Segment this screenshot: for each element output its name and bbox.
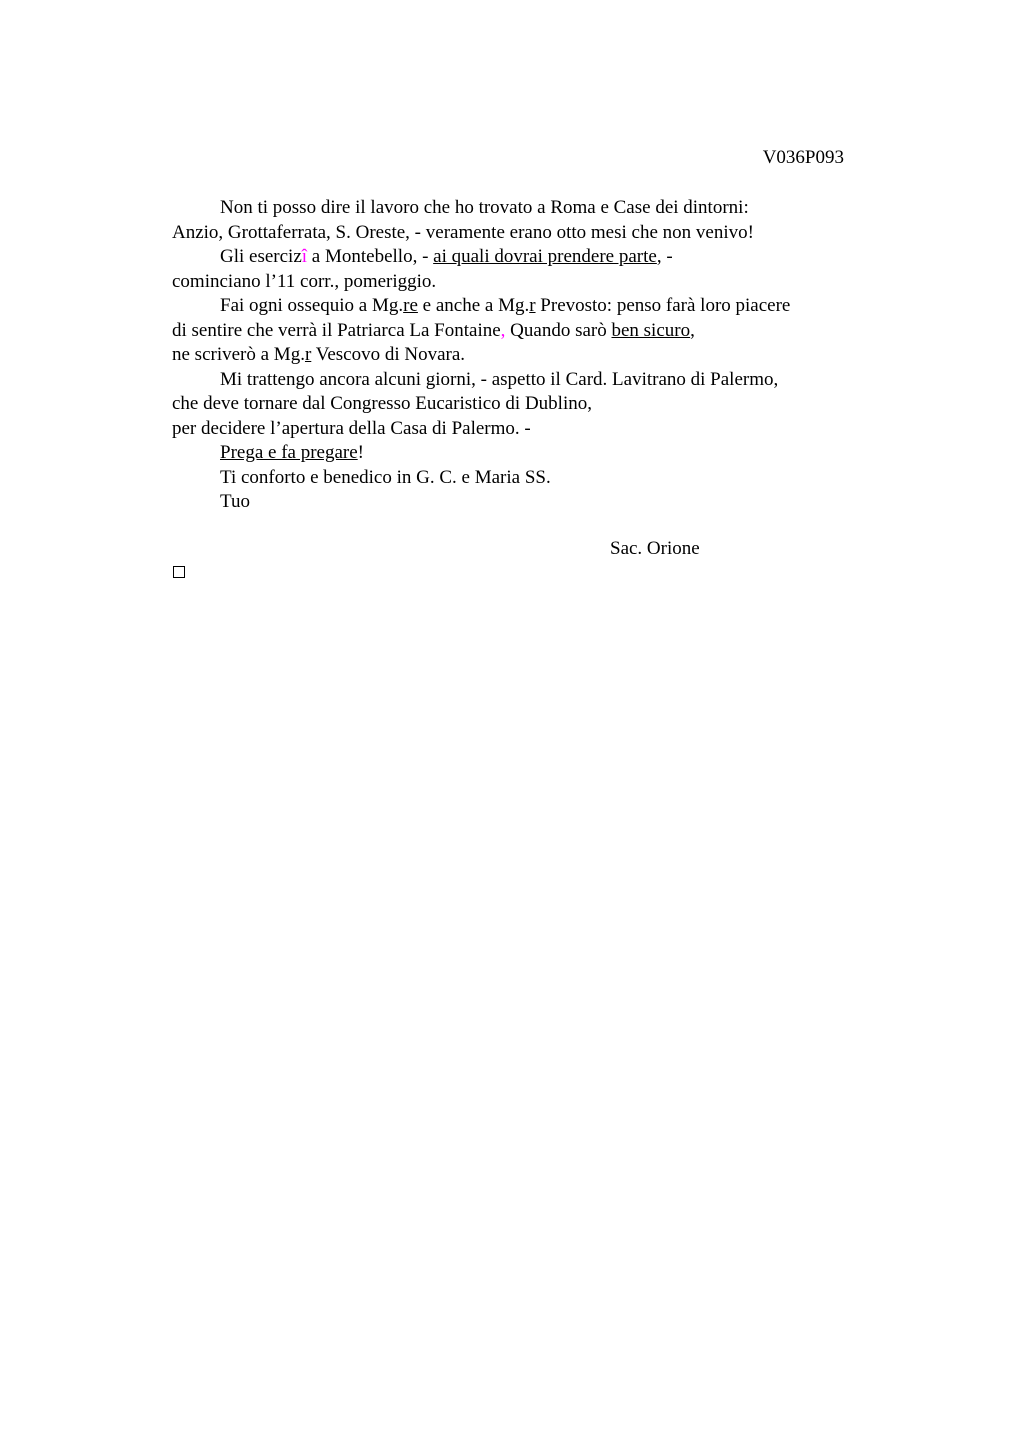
text-span: Mi trattengo ancora alcuni giorni, - aspetto il Card. Lavitrano di Palermo, bbox=[220, 368, 779, 390]
text-span: Ti conforto e benedico in G. C. e Maria SS. bbox=[220, 466, 551, 488]
text-span: Anzio, Grottaferrata, S. Oreste, - veramente erano otto mesi che non venivo! bbox=[172, 221, 754, 243]
closing-line bbox=[172, 490, 862, 515]
highlighted-char: î bbox=[301, 246, 308, 267]
letter-body bbox=[172, 196, 862, 515]
underlined-text: ben sicuro bbox=[611, 319, 691, 341]
text-span: Quando sarò bbox=[505, 319, 612, 341]
text-span: e anche a Mg. bbox=[417, 295, 530, 316]
text-span: per decidere l’apertura della Casa di Palermo. - bbox=[172, 417, 531, 439]
signature: Sac. Orione bbox=[610, 538, 700, 559]
text-span: che deve tornare dal Congresso Eucaristico di Dublino, bbox=[172, 393, 592, 414]
text-span: Tuo bbox=[220, 491, 250, 512]
text-span: , - bbox=[656, 246, 673, 267]
underlined-text: ai quali dovrai prendere parte bbox=[433, 246, 657, 267]
text-span: ! bbox=[357, 442, 364, 463]
text-line bbox=[172, 196, 862, 221]
text-span: Non ti posso dire il lavoro che ho trovato a Roma e Case dei dintorni: bbox=[220, 197, 749, 218]
text-span: di sentire che verrà il Patriarca La Fontaine bbox=[172, 319, 501, 341]
underlined-text: Prega e fa pregare bbox=[220, 442, 358, 463]
underlined-text: r bbox=[304, 344, 312, 365]
text-line bbox=[172, 368, 862, 393]
text-line bbox=[172, 294, 862, 319]
text-span: Fai ogni ossequio a Mg. bbox=[220, 295, 404, 316]
underlined-text: re bbox=[403, 295, 418, 316]
text-line bbox=[172, 392, 862, 417]
text-span: cominciano l’11 corr., pomeriggio. bbox=[172, 270, 437, 292]
text-span: a Montebello, - bbox=[307, 246, 434, 267]
text-span: ne scriverò a Mg. bbox=[172, 344, 305, 365]
text-line bbox=[172, 319, 862, 344]
highlighted-char: , bbox=[500, 319, 506, 341]
text-span: Vescovo di Novara. bbox=[311, 344, 466, 365]
text-line bbox=[172, 466, 862, 491]
text-line bbox=[172, 270, 862, 295]
text-line bbox=[172, 441, 862, 466]
text-line bbox=[172, 343, 862, 368]
text-line bbox=[172, 417, 862, 442]
page-reference: V036P093 bbox=[762, 147, 844, 168]
square-box-icon bbox=[173, 566, 185, 578]
text-span: Prevosto: penso farà loro piacere bbox=[535, 295, 791, 316]
underlined-text: r bbox=[529, 295, 536, 316]
text-line bbox=[172, 221, 862, 246]
text-line bbox=[172, 245, 862, 270]
text-span: Gli eserciz bbox=[220, 246, 302, 267]
text-span: , bbox=[690, 319, 695, 341]
